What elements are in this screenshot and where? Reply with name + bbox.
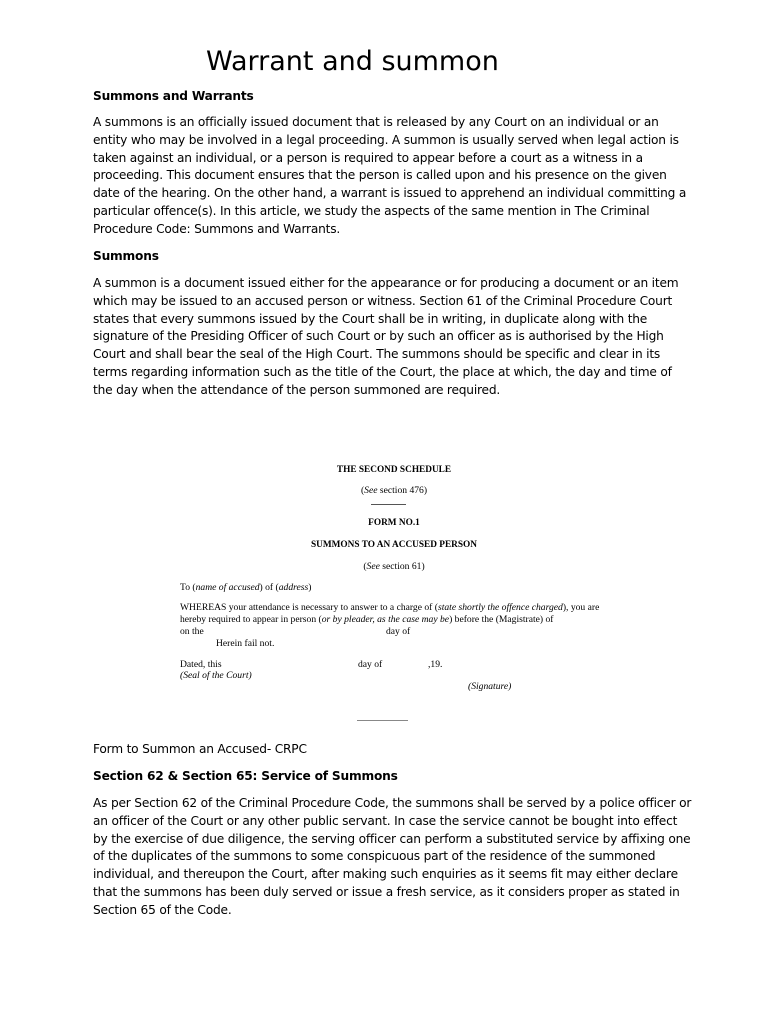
paragraph-line: that the summons has been duly served or issue a fresh service, as it considers proper as stated in [93, 884, 680, 899]
form-whereas-line: WHEREAS your attendance is necessary to answer to a charge of (state shortly the offence charged), you are [180, 602, 600, 613]
paragraph-line: the day when the attendance of the person summoned are required. [93, 382, 501, 397]
intro-paragraph [93, 114, 687, 239]
form-heading: SUMMONS TO AN ACCUSED PERSON [311, 540, 477, 550]
paragraph-line: date of the hearing. On the other hand, a warrant is issued to apprehend an individual committing a [93, 186, 687, 201]
document-title: Warrant and summon [206, 46, 499, 77]
summons-form-image [176, 456, 612, 726]
paragraph-line: individual, and thereupon the Court, after making such enquiries as it seems fit may either declare [93, 867, 678, 882]
paragraph-line: states that every summons issued by the Court shall be in writing, in duplicate along with the [93, 311, 648, 326]
form-herein-fail-not: Herein fail not. [216, 638, 275, 649]
paragraph-line: terms regarding information such as the title of the Court, the place at which, the day and time of [93, 364, 672, 379]
paragraph-line: taken against an individual, or a person is required to appear before a court as a witness in a [93, 150, 643, 165]
paragraph-line: Court and shall bear the seal of the High Court. The summons should be specific and clear in its [93, 347, 661, 362]
paragraph-line: Section 65 of the Code. [93, 902, 232, 917]
summons-paragraph [93, 275, 679, 400]
form-year: ,19. [428, 659, 443, 670]
form-to-line: To (name of accused) of (address) [180, 582, 312, 593]
paragraph-line: signature of the Presiding Officer of such Court or by such an officer as is authorised by the High [93, 329, 664, 344]
form-see-section-476: (See section 476) [360, 485, 428, 496]
form-day-of-2: day of [358, 659, 383, 670]
form-divider [371, 504, 406, 505]
form-hereby-line: hereby required to appear in person (or by pleader, as the case may be) before the (Magistrate) of [180, 614, 554, 625]
form-dated: Dated, this [180, 659, 222, 670]
paragraph-line: As per Section 62 of the Criminal Procedure Code, the summons shall be served by a police officer or [93, 796, 692, 810]
form-see-section-61: (See section 61) [363, 561, 425, 572]
paragraph-line: particular offence(s). In this article, we study the aspects of the same mention in The Criminal [93, 203, 650, 218]
paragraph-line: an officer of the Court or any other public servant. In case the service cannot be bought into effect [93, 813, 678, 828]
paragraph-line: by the exercise of due diligence, the serving officer can perform a substituted service by affixing one [93, 831, 691, 846]
paragraph-line: entity who may be involved in a legal proceeding. A summon is usually served when legal action is [93, 132, 679, 147]
paragraph-line: A summons is an officially issued document that is released by any Court on an individual or an [93, 115, 659, 129]
section-heading-summons-and-warrants: Summons and Warrants [93, 89, 254, 103]
paragraph-line: proceeding. This document ensures that the person is called upon and his presence on the given [93, 168, 667, 183]
service-paragraph [93, 795, 692, 920]
form-caption: Form to Summon an Accused- CRPC [93, 742, 307, 756]
paragraph-line: which may be issued to an accused person or witness. Section 61 of the Criminal Procedure Court [93, 293, 673, 308]
form-on-the: on the [180, 626, 204, 637]
form-seal: (Seal of the Court) [180, 670, 252, 681]
paragraph-line: of the duplicates of the summons to some conspicuous part of the residence of the summoned [93, 849, 656, 864]
form-schedule-title: THE SECOND SCHEDULE [336, 465, 452, 475]
form-bottom-rule [357, 720, 408, 721]
form-number: FORM NO.1 [368, 518, 420, 528]
section-heading-service-of-summons: Section 62 & Section 65: Service of Summons [93, 769, 398, 783]
paragraph-line: Procedure Code: Summons and Warrants. [93, 221, 341, 236]
section-heading-summons: Summons [93, 249, 159, 263]
paragraph-line: A summon is a document issued either for the appearance or for producing a document or an item [93, 276, 679, 290]
form-signature: (Signature) [468, 681, 512, 692]
form-day-of-1: day of [386, 626, 411, 637]
